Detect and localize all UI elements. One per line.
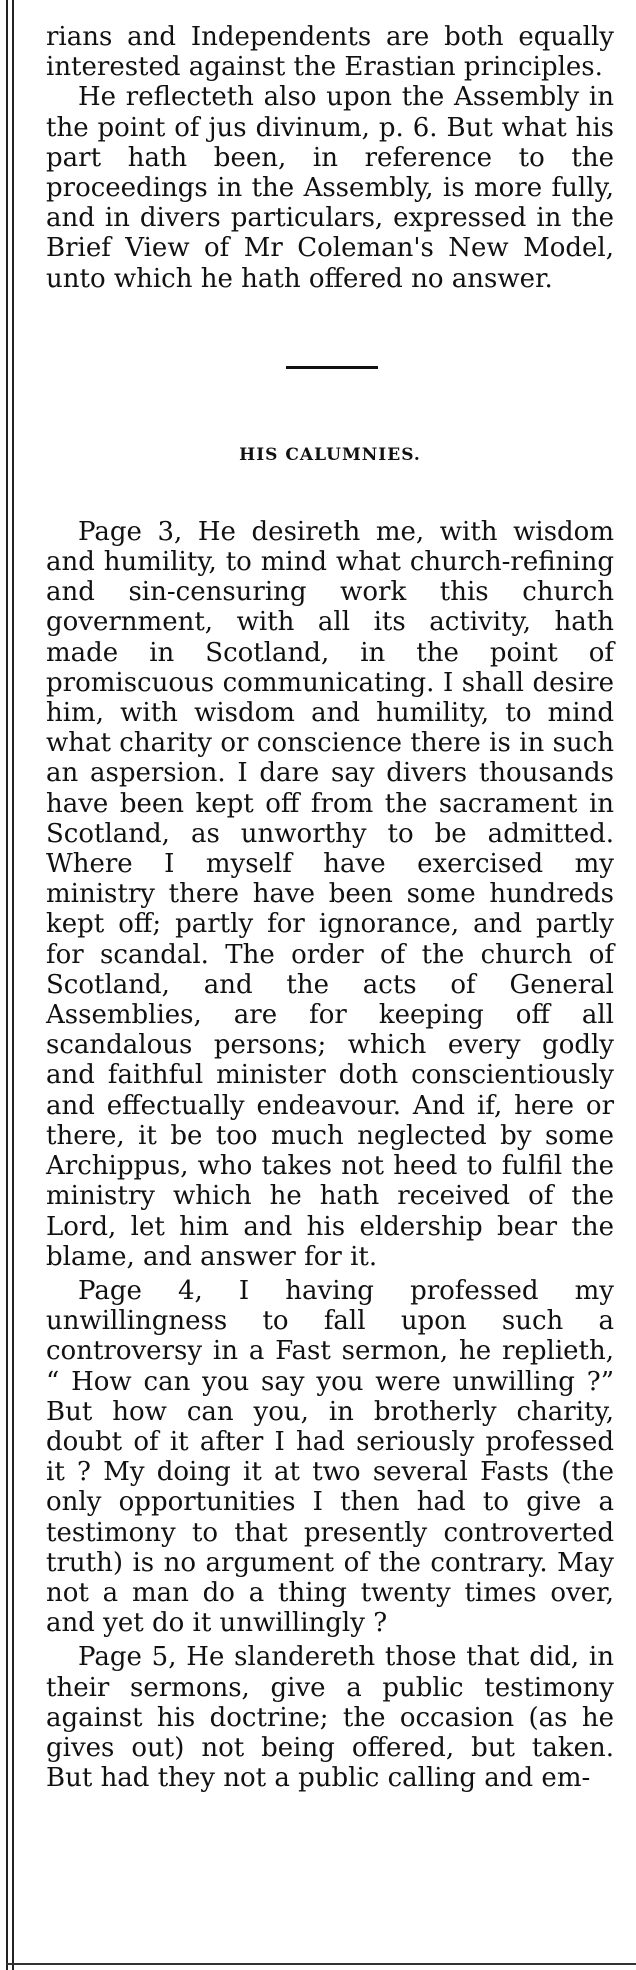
- paragraph-continuation: rians and Independents are both equally interested against the Erastian principles.: [46, 22, 614, 83]
- paragraph-page-4: Page 4, I having professed my unwillingness to fall upon such a controversy in a Fast sermon, he replieth, “ How can you say you were unwilling ?” But how can you, in brotherly charity, doubt of it after I had seriously professed it ? My doing it at two several Fasts (the only opportunities I then had to give a testimony to that presently controverted truth) is no argument of the contrary. May not a man do a thing twenty times over, and yet do it unwillingly ?: [46, 1275, 614, 1639]
- paragraph-jus-divinum: He reflecteth also upon the Assembly in the point of jus divinum, p. 6. But what his part hath been, in reference to the proceedings in the Assembly, is more fully, and in divers particulars, expressed in the Brief View of Mr Coleman's New Model, unto which he hath offered no answer.: [46, 82, 614, 294]
- page-border-left-outer: [6, 0, 8, 1970]
- page-border-bottom: [6, 1963, 636, 1965]
- section-separator: [286, 366, 378, 369]
- paragraph-page-3: Page 3, He desireth me, with wisdom and humility, to mind what church-refining and sin-censuring work this church government, with all its activity, hath made in Scotland, in the point of promiscuous communicating. I shall desire him, with wisdom and humility, to mind what charity or conscience there is in such an aspersion. I dare say divers thousands have been kept off from the sacrament in Scotland, as unworthy to be admitted. Where I myself have exercised my ministry there have been some hundreds kept off; partly for ignorance, and partly for scandal. The order of the church of Scotland, and the acts of General Assemblies, are for keeping off all scandalous persons; which every godly and faithful minister doth conscientiously and effectually endeavour. And if, here or there, it be too much neglected by some Archippus, who takes not heed to fulfil the ministry which he hath received of the Lord, let him and his eldership bear the blame, and answer for it.: [46, 516, 614, 1272]
- section-heading: HIS CALUMNIES.: [239, 444, 421, 465]
- page-border-left-inner: [12, 0, 14, 1970]
- text-column: [46, 22, 614, 1793]
- paragraph-page-5: Page 5, He slandereth those that did, in their sermons, give a public testimony against his doctrine; the occasion (as he gives out) not being offered, but taken. But had they not a public calling and em-: [46, 1642, 614, 1794]
